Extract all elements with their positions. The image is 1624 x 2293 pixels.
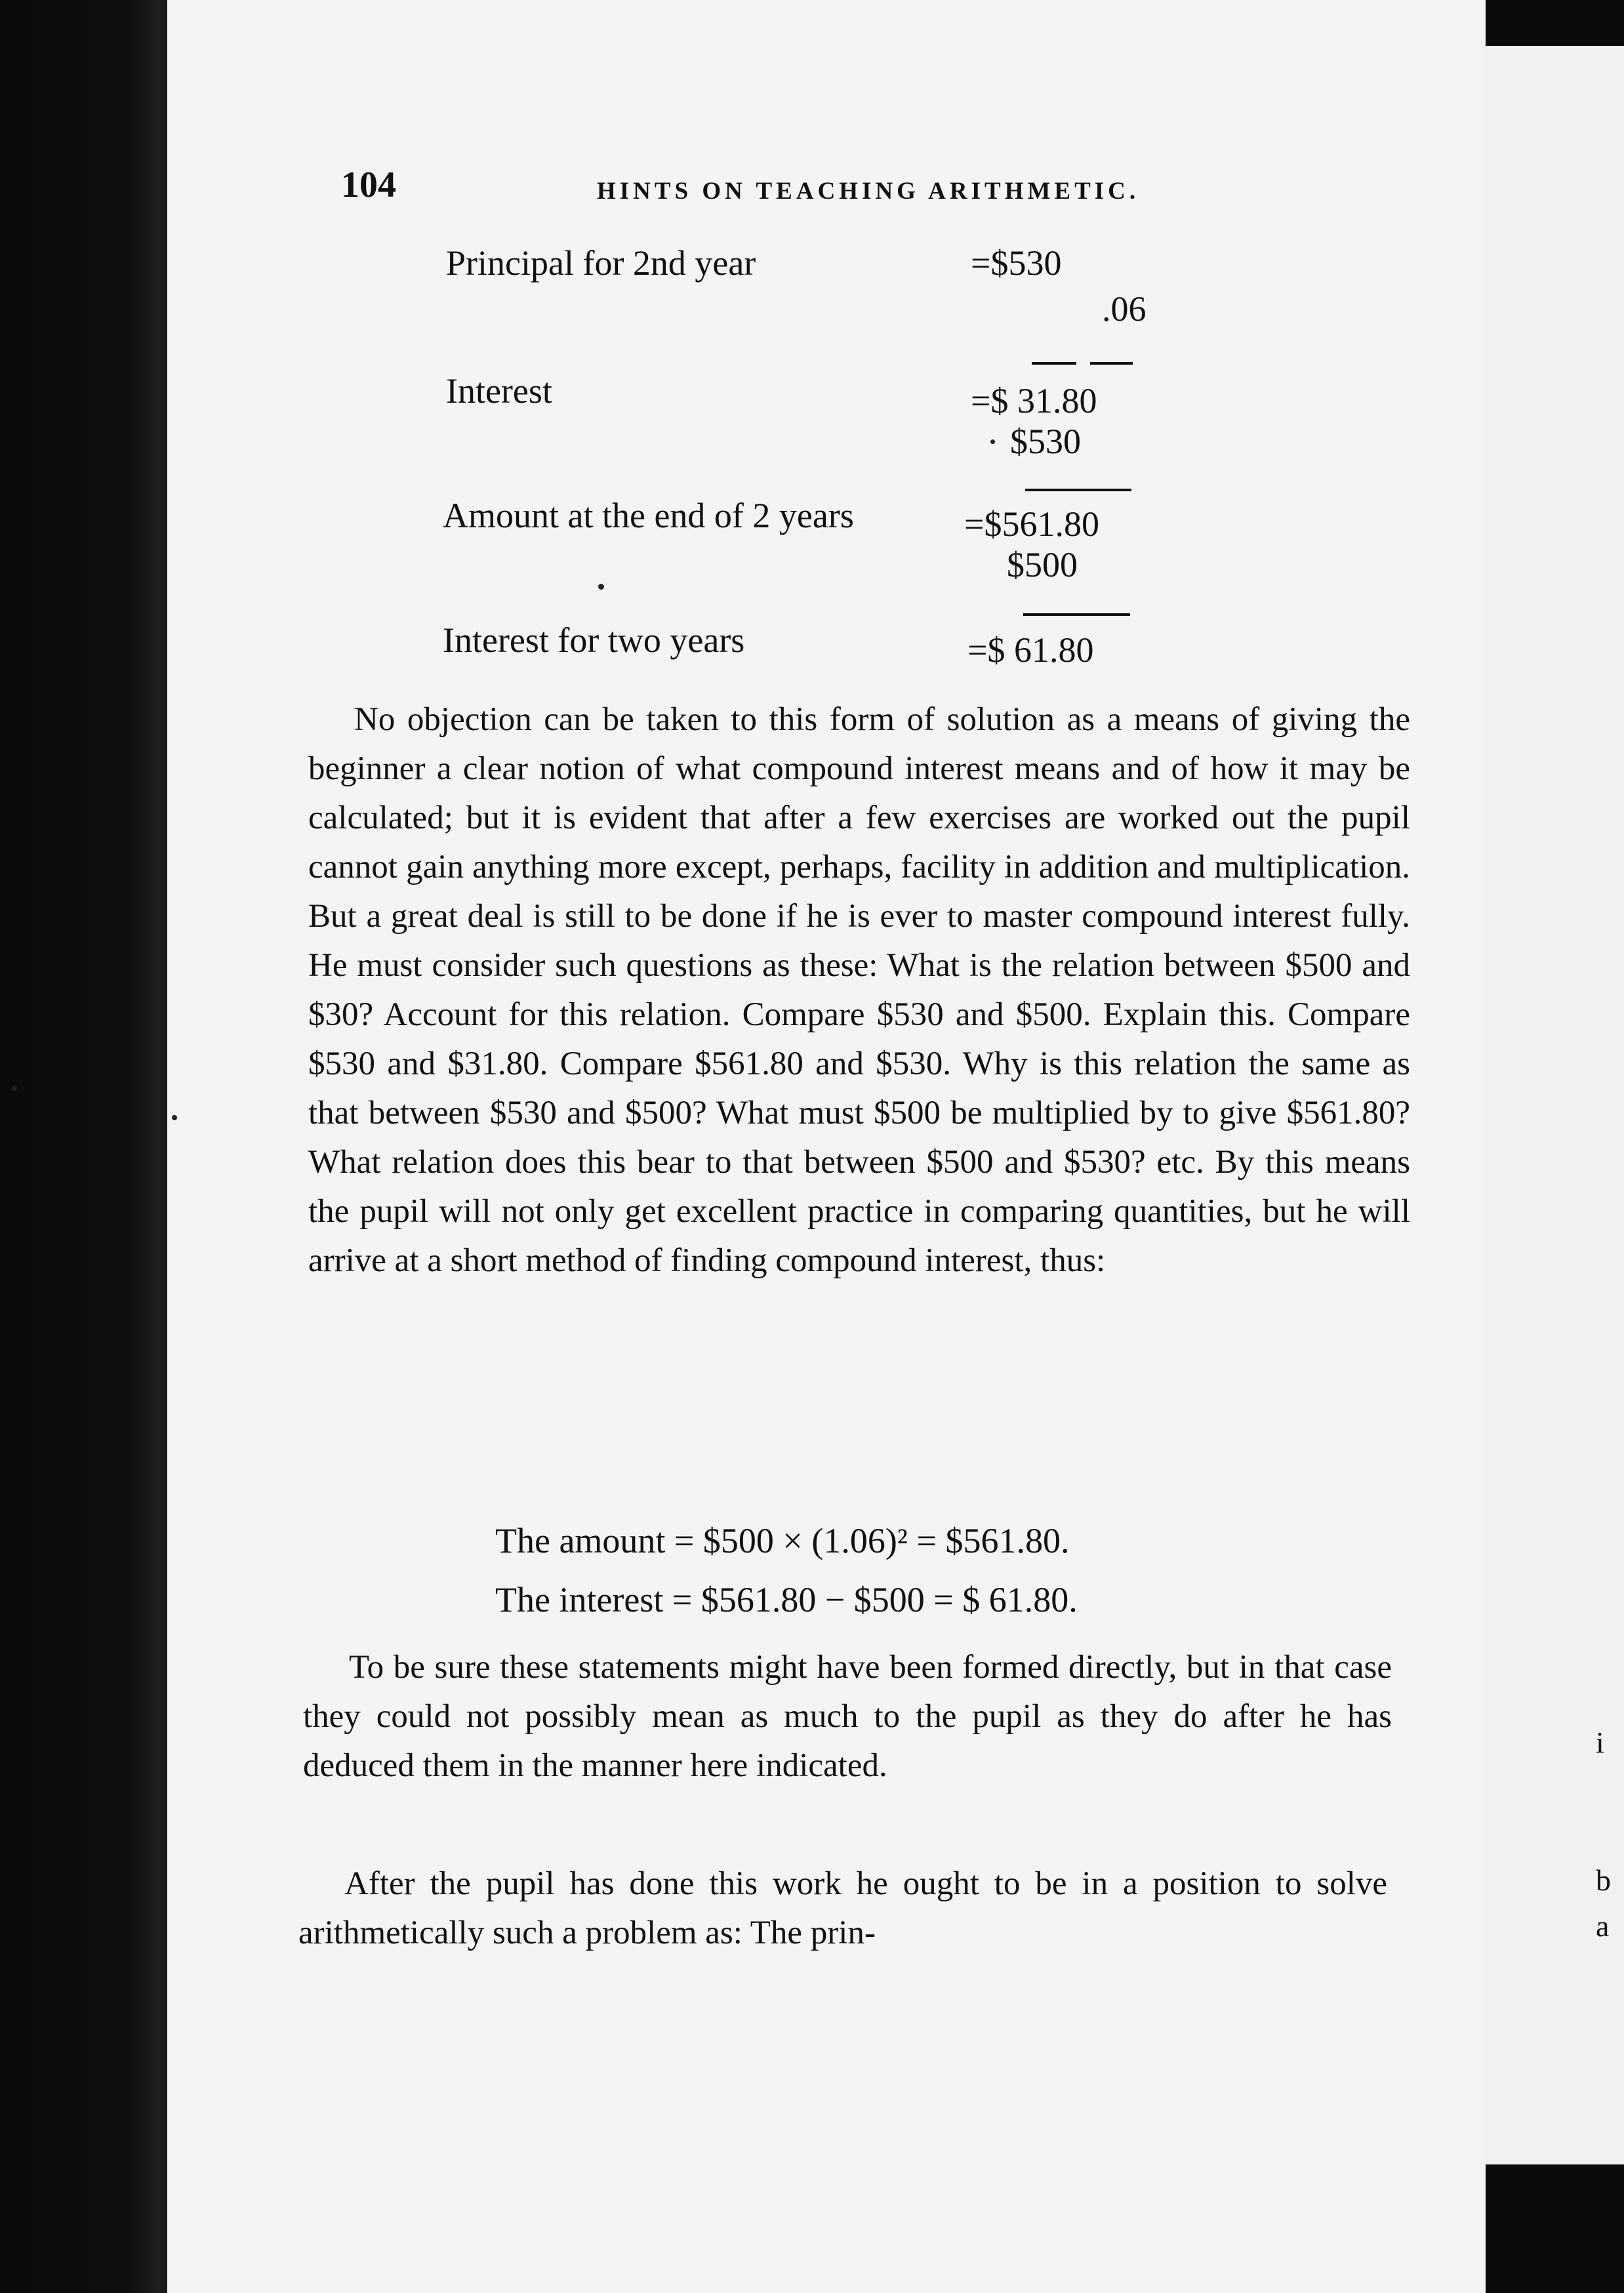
interest-value: =$ 31.80 <box>971 381 1097 420</box>
next-page-fragment: b <box>1596 1863 1611 1897</box>
paragraph-text: No objection can be taken to this form of solution as a means of giving the beginner a clear notion of what compound interest means and of how it may be calculated; but it is evident that after a few exercises are worked out the pupil cannot gain anything more except, perhaps, facility in addition and multiplication. But a great deal is still to be done if he is ever to master compound interest fully. He must consider such questions as these: What is the relation between $500 and $30? Account for this relation. Compare $530 and $500. Explain this. Compare $530 and $31.80. Compare $561.80 and $530. Why is this relation the same as that between $530 and $500? What must $500 be multiplied by to give $561.80? What relation does this bear to that between $500 and $530? etc. By this means the pupil will not only get excellent practice in comparing quantities, but he will arrive at a short method of finding compound interest, thus: <box>308 701 1410 1279</box>
paragraph-1 <box>308 695 1410 1286</box>
interest-two-value: =$ 61.80 <box>967 630 1094 670</box>
scan-speck <box>172 1115 177 1120</box>
rule <box>1023 613 1130 616</box>
running-head <box>341 164 1174 216</box>
paragraph-text: After the pupil has done this work he ought to be in a position to solve arithmetically such a problem as: The prin- <box>298 1865 1387 1951</box>
principal-label: Principal for 2nd year <box>446 243 756 283</box>
rate-value: .06 <box>1102 289 1147 329</box>
paragraph-text: To be sure these statements might have been formed directly, but in that case they could not possibly mean as much to the pupil as they do after he has deduced them in the manner here indicated. <box>303 1649 1392 1784</box>
next-page-sliver <box>1486 46 1624 2164</box>
paragraph-2 <box>303 1643 1392 1791</box>
rule <box>1025 489 1131 491</box>
amount-value: =$561.80 <box>964 504 1099 544</box>
scan-left-margin <box>0 0 161 2293</box>
scan-speck <box>12 1086 17 1091</box>
sub-value: $500 <box>1007 545 1078 584</box>
page-number: 104 <box>341 165 396 205</box>
next-page-fragment: a <box>1596 1909 1610 1943</box>
rule <box>1090 362 1133 365</box>
paragraph-3 <box>298 1859 1387 1958</box>
speck <box>598 584 604 590</box>
interest-label: Interest <box>446 371 552 411</box>
principal-value: =$530 <box>971 243 1062 283</box>
running-title: HINTS ON TEACHING ARITHMETIC. <box>597 178 1140 205</box>
amount-label: Amount at the end of 2 years <box>443 496 854 535</box>
formula-amount: The amount = $500 × (1.06)² = $561.80. <box>495 1521 1070 1560</box>
interest-two-label: Interest for two years <box>443 620 745 660</box>
formula-interest: The interest = $561.80 − $500 = $ 61.80. <box>495 1580 1078 1619</box>
rule <box>1032 362 1076 365</box>
speck <box>990 439 995 444</box>
add-value: $530 <box>1010 422 1081 461</box>
next-page-fragment: i <box>1596 1726 1604 1759</box>
